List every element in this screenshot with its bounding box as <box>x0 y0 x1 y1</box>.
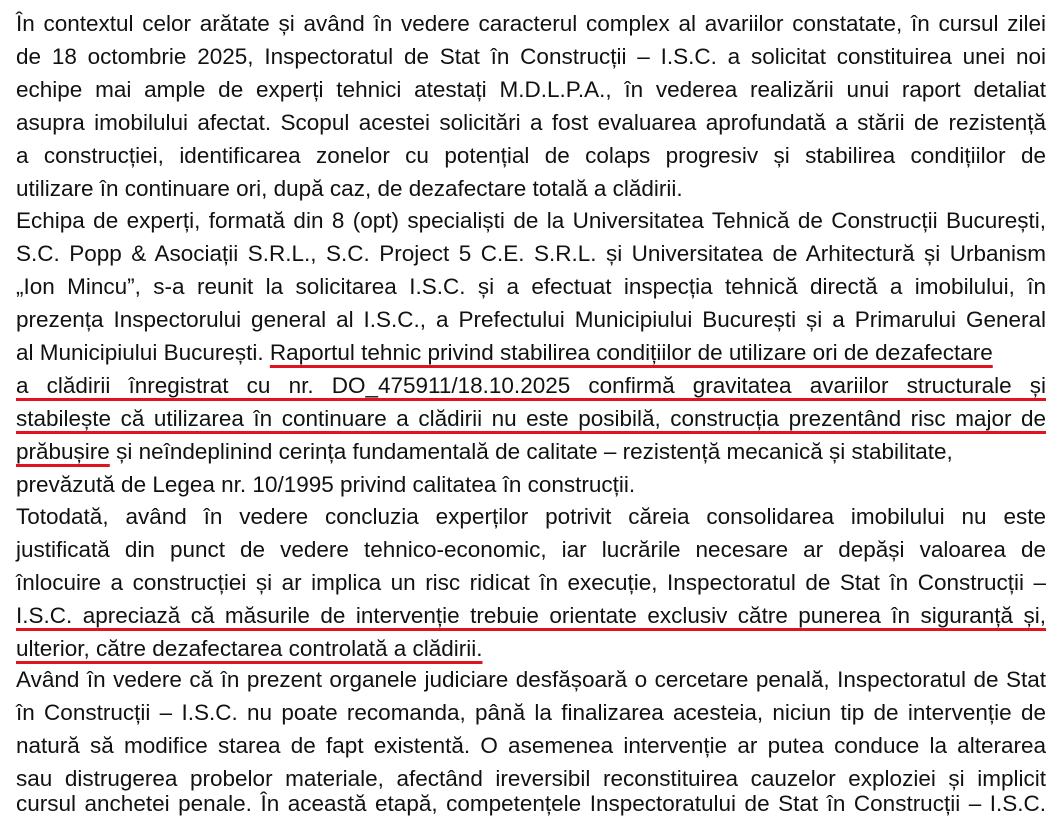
text-line: prevăzută de Legea nr. 10/1995 privind calitatea în construcții. <box>16 472 636 497</box>
text-line: echipe mai ample de experți tehnici atestați M.D.L.P.A., în vederea realizării unui raport detaliat <box>16 77 1046 102</box>
text-line: Totodată, având în vedere concluzia experților potrivit căreia consolidarea imobilului nu este <box>16 504 1046 529</box>
text-line: „Ion Mincu”, s-a reunit la solicitarea I.S.C. și a efectuat inspecția tehnică directă a imobilului, în <box>16 274 1046 299</box>
text-line: Având în vedere că în prezent organele judiciare desfășoară o cercetare penală, Inspectoratul de Stat <box>16 667 1046 692</box>
text-line: justificată din punct de vedere tehnico-economic, iar lucrările necesare ar depăși valoarea de <box>16 537 1046 562</box>
text-line-highlighted <box>16 372 1046 400</box>
text-line: sau distrugerea probelor materiale, afectând ireversibil reconstituirea cauzelor exploziei și implicit <box>16 766 1046 791</box>
text-line: în Construcții – I.S.C. nu poate recomanda, până la finalizarea acesteia, niciun tip de intervenție de <box>16 700 1046 725</box>
text-line-highlighted <box>16 635 483 663</box>
text-line: asupra imobilului afectat. Scopul acestei solicitări a fost evaluarea aprofundată a stării de rezistență <box>16 110 1046 135</box>
text-line: înlocuire a construcției și ar implica un risc ridicat în execuție, Inspectoratul de Stat în Construcții – <box>16 570 1046 595</box>
text-line-highlighted <box>16 405 1046 433</box>
highlighted-text: a clădirii înregistrat cu nr. DO_475911/18.10.2025 confirmă gravitatea avariilor structurale și <box>16 373 1046 398</box>
text-line: de 18 octombrie 2025, Inspectoratul de Stat în Construcții – I.S.C. a solicitat constituirea unei noi <box>16 44 1046 69</box>
text-line: natură să modifice starea de fapt existentă. O asemenea intervenție ar putea conduce la alterarea <box>16 733 1046 758</box>
text-line-mixed <box>16 339 993 367</box>
text-line: cursul anchetei penale. În această etapă, competențele Inspectoratului de Stat în Construcții – I.S.C. <box>16 791 1046 816</box>
highlighted-text: Raportul tehnic privind stabilirea condițiilor de utilizare ori de dezafectare <box>269 340 993 365</box>
plain-text: al Municipiului București. <box>16 340 270 365</box>
text-line: În contextul celor arătate și având în vedere caracterul complex al avariilor constatate, în cursul zilei <box>16 11 1046 36</box>
text-line: S.C. Popp & Asociații S.R.L., S.C. Project 5 C.E. S.R.L. și Universitatea de Arhitectură și Urbanism <box>16 241 1046 266</box>
text-line: prezența Inspectorului general al I.S.C., a Prefectului Municipiului București și a Primarului General <box>16 307 1046 332</box>
text-line-mixed <box>16 438 953 466</box>
highlighted-text: stabilește că utilizarea în continuare a clădirii nu este posibilă, construcția prezentând risc major de <box>16 406 1046 431</box>
text-line: Echipa de experți, formată din 8 (opt) specialiști de la Universitatea Tehnică de Construcții București, <box>16 208 1046 233</box>
highlighted-text: ulterior, către dezafectarea controlată a clădirii. <box>16 636 483 661</box>
plain-text: și neîndeplinind cerința fundamentală de calitate – rezistență mecanică și stabilitate, <box>109 439 953 464</box>
text-line: utilizare în continuare ori, după caz, de dezafectare totală a clădirii. <box>16 176 683 201</box>
highlighted-text: prăbușire <box>16 439 110 464</box>
highlighted-text: I.S.C. apreciază că măsurile de intervenție trebuie orientate exclusiv către punerea în siguranță și, <box>16 603 1046 628</box>
text-line: a construcției, identificarea zonelor cu potențial de colaps progresiv și stabilirea condițiilor de <box>16 143 1046 168</box>
text-line-highlighted <box>16 602 1046 630</box>
